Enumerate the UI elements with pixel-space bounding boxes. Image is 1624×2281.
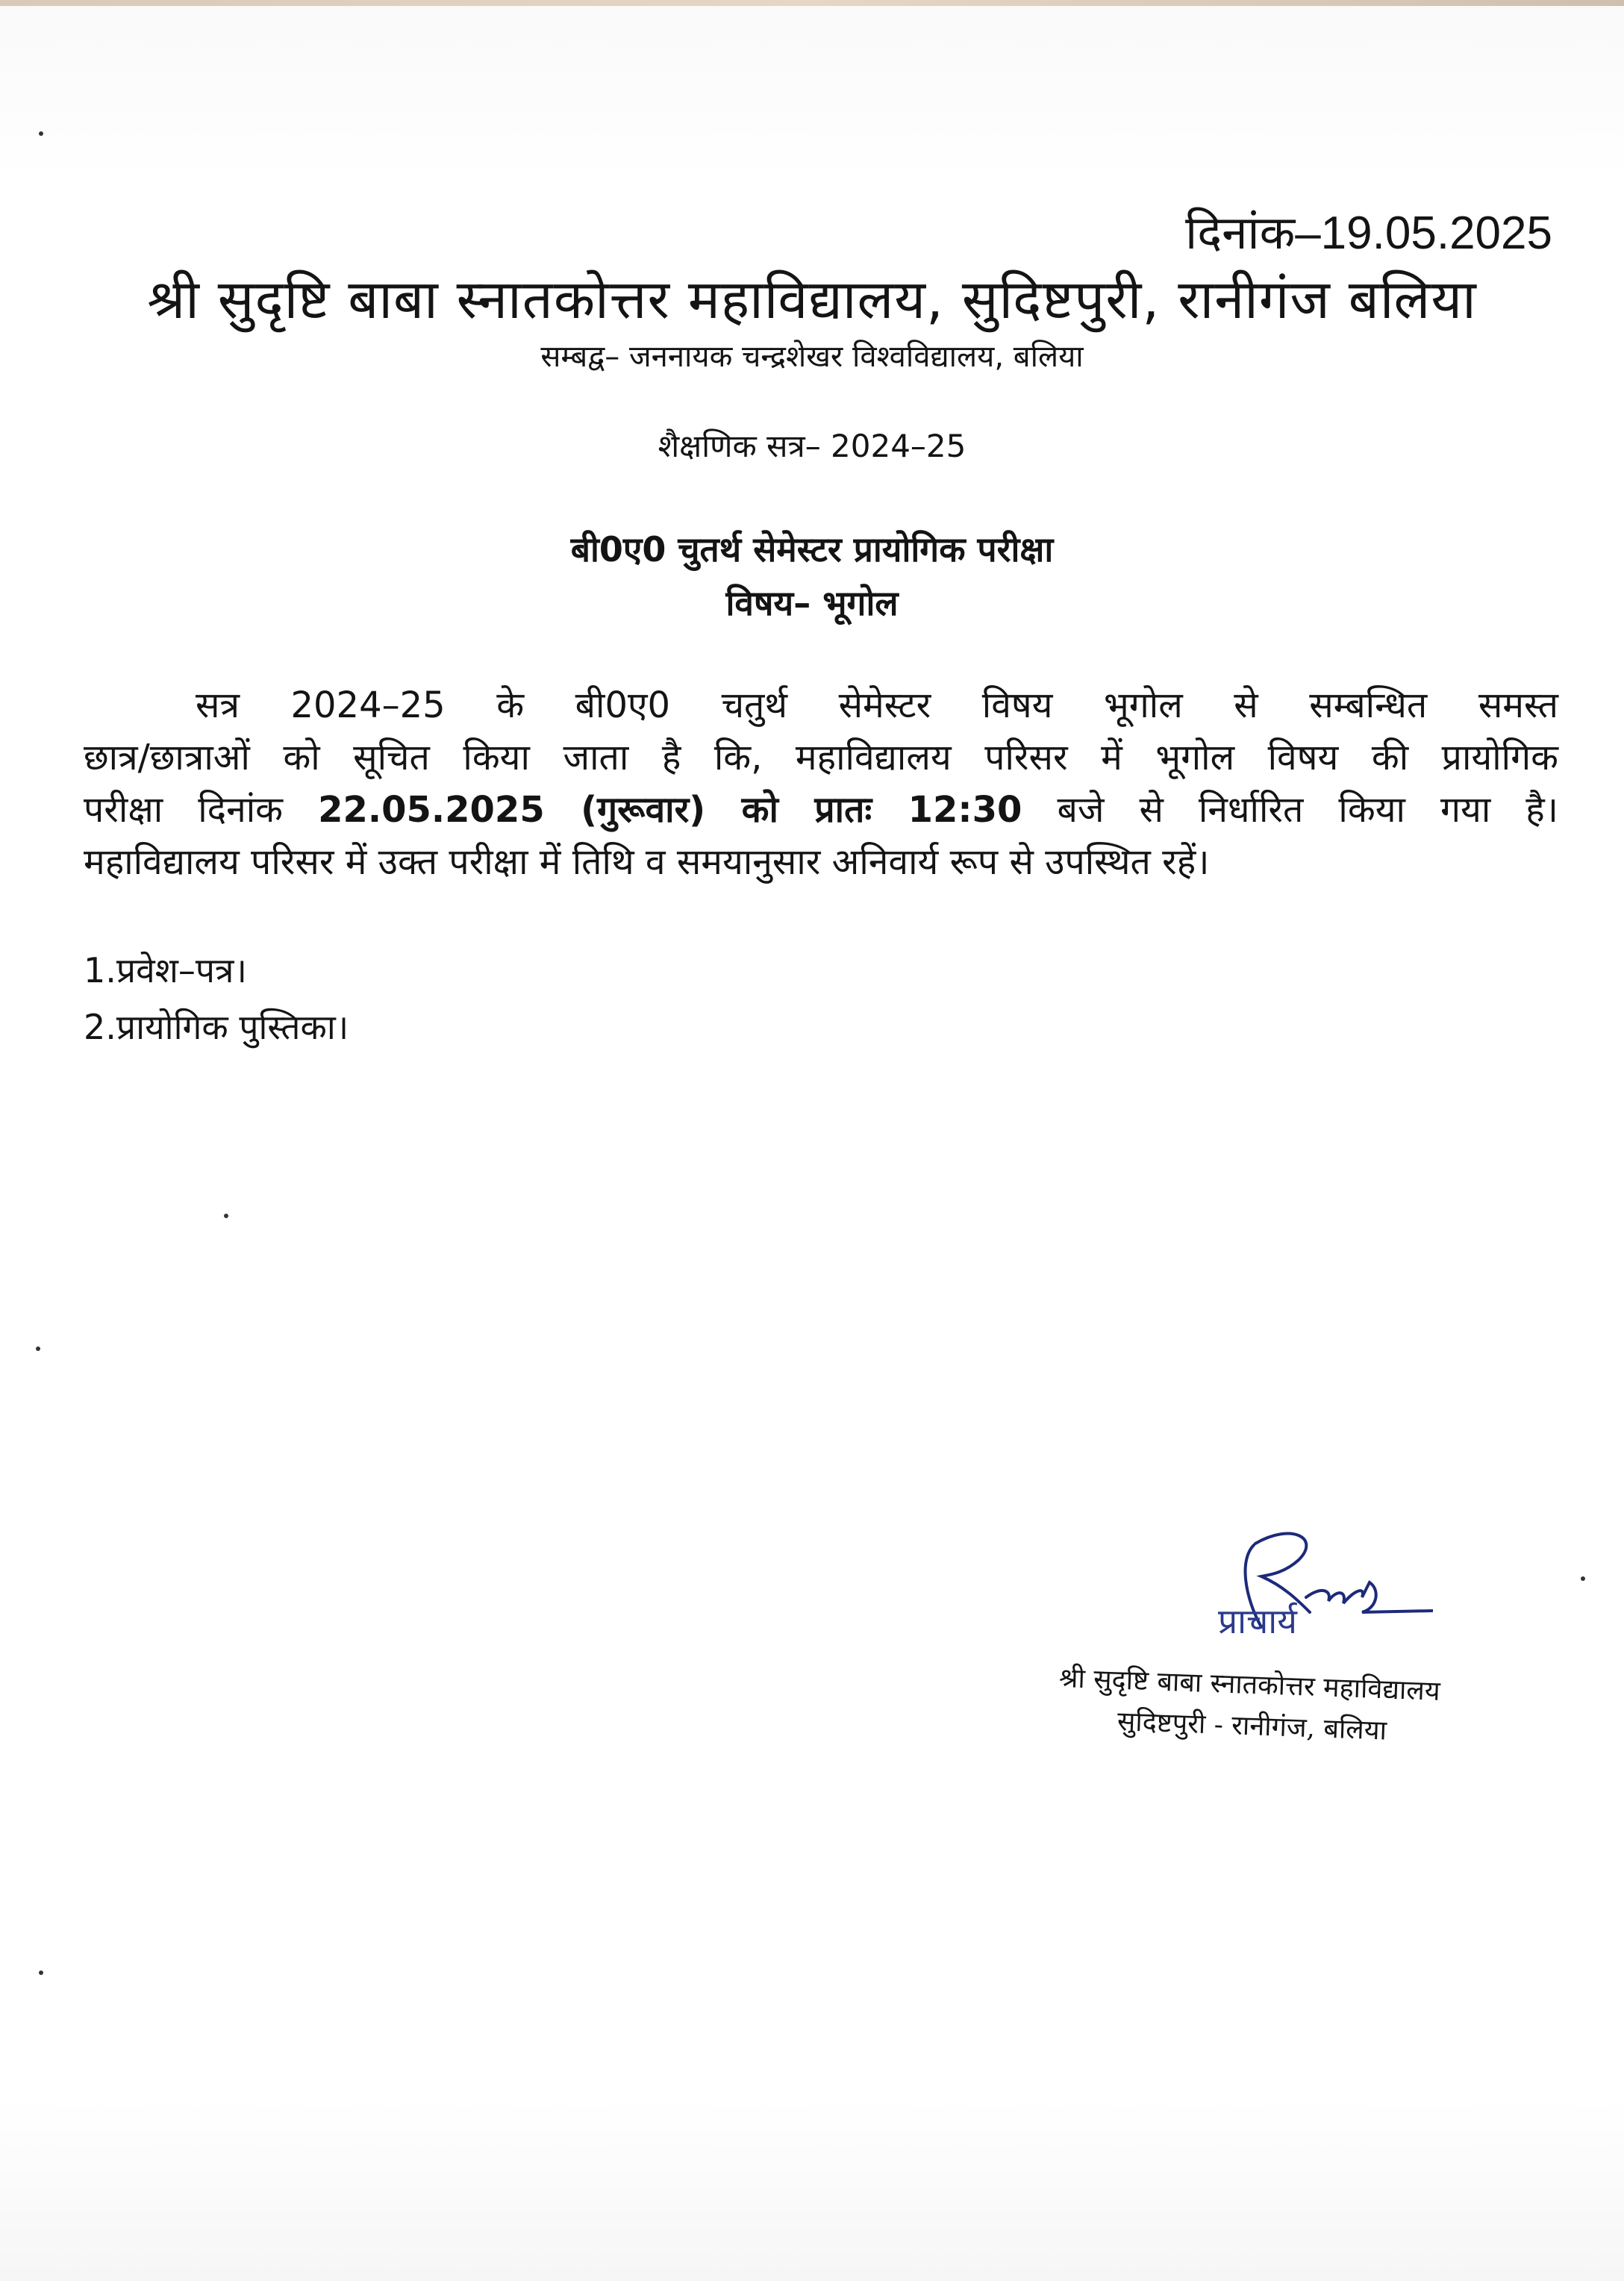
college-name-heading: श्री सुदृष्टि बाबा स्नातकोत्तर महाविद्यालय, सुदिष्टपुरी, रानीगंज बलिया xyxy=(147,268,1477,331)
scan-speck xyxy=(39,131,43,136)
body-line-1: सत्र 2024–25 के बी0ए0 चतुर्थ सेमेस्टर विषय भूगोल से सम्बन्धित समस्त xyxy=(196,684,1558,726)
scan-speck xyxy=(224,1214,228,1218)
scan-speck xyxy=(39,1970,43,1975)
required-items-list xyxy=(84,942,349,1055)
list-item: 1.प्रवेश–पत्र। xyxy=(84,950,247,990)
body-line-3-suffix: बजे से निर्धारित किया गया है। xyxy=(1057,789,1558,831)
paper-top-edge xyxy=(0,0,1624,6)
list-item: 2.प्रायोगिक पुस्तिका। xyxy=(84,1007,349,1047)
exam-date-time: 22.05.2025 (गुरूवार) को प्रातः 12:30 xyxy=(318,789,1022,831)
scan-speck xyxy=(1581,1576,1585,1581)
stamp-college-name: श्री सुदृष्टि बाबा स्नातकोत्तर महाविद्यालय xyxy=(1058,1662,1441,1707)
notice-body xyxy=(84,679,1558,888)
academic-session: शैक्षणिक सत्र– 2024–25 xyxy=(658,428,966,464)
signatory-role: प्राचार्य xyxy=(1218,1601,1297,1641)
scan-speck xyxy=(36,1347,40,1351)
stamp-college-address: सुदिष्टपुरी - रानीगंज, बलिया xyxy=(1116,1706,1387,1747)
affiliation-line: सम्बद्व– जननायक चन्द्रशेखर विश्वविद्यालय, बलिया xyxy=(540,340,1084,374)
body-line-3-prefix: परीक्षा दिनांक xyxy=(84,789,284,831)
exam-title: बी0ए0 चुतर्थ सेमेस्टर प्रायोगिक परीक्षा xyxy=(570,529,1054,570)
subject-title: विषय– भूगोल xyxy=(725,583,899,623)
body-line-2: छात्र/छात्राओं को सूचित किया जाता है कि, महाविद्यालय परिसर में भूगोल विषय की प्रायोगिक xyxy=(84,737,1558,778)
body-line-3 xyxy=(84,784,1558,836)
body-line-4: महाविद्यालय परिसर में उक्त परीक्षा में तिथि व समयानुसार अनिवार्य रूप से उपस्थित रहें। xyxy=(84,841,1210,883)
notice-date: दिनांक–19.05.2025 xyxy=(1185,207,1552,259)
